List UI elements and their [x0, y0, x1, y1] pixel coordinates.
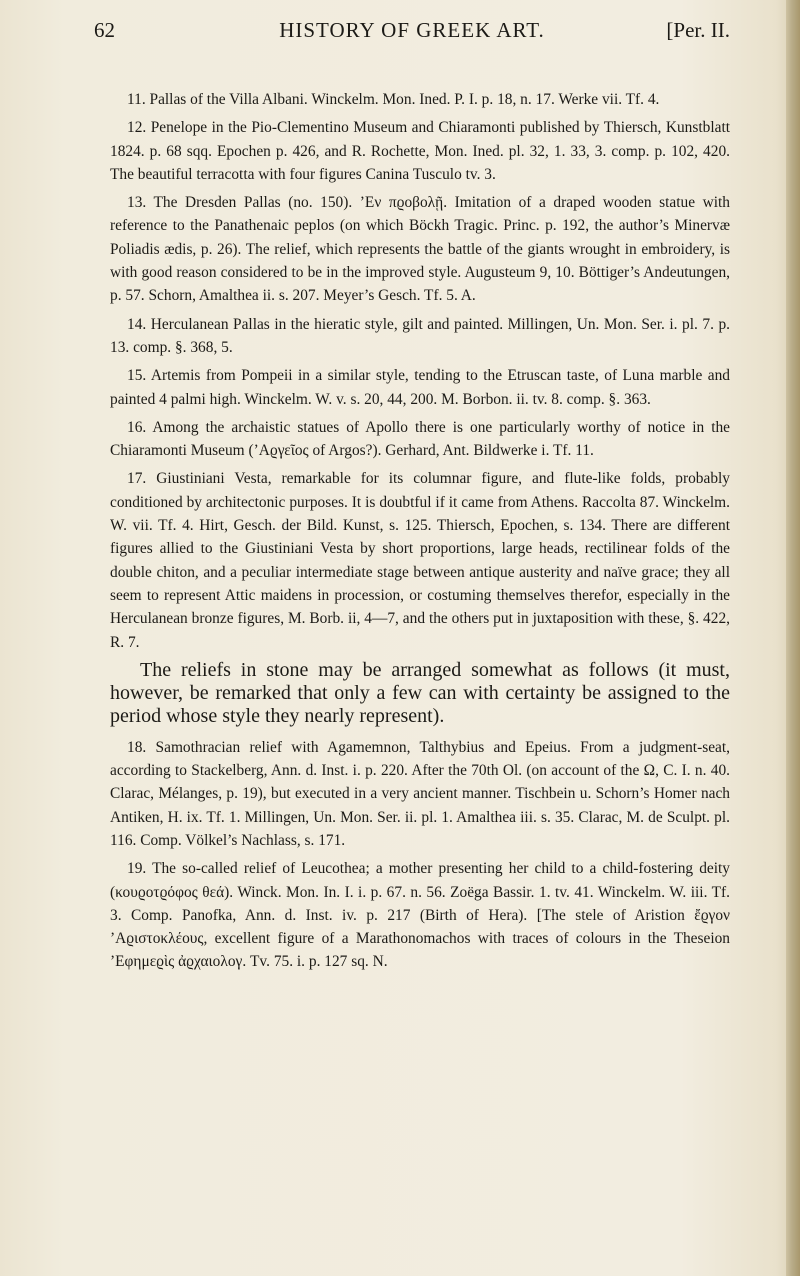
intro-paragraph: The reliefs in stone may be arranged somewhat as follows (it must, however, be remarked that only a few can with certainty be assigned to the period whose style they nearly represent).: [110, 658, 730, 728]
page-edge: [786, 0, 800, 1276]
running-title: HISTORY OF GREEK ART.: [279, 18, 545, 42]
footnote-17: 17. Giustiniani Vesta, remarkable for its columnar figure, and flute-like folds, probably conditioned by architectonic purposes. It is doubtful if it came from Athens. Raccolta 87. Winckelm. W. vii. Tf. 4. Hirt, Gesch. der Bild. Kunst, s. 125. Thiersch, Epochen, s. 134. There are different figures allied to the Giustiniani Vesta by short proportions, large heads, rectilinear folds of the double chiton, and a peculiar intermediate stage between antique austerity and naïve grace; they all seem to represent Attic maidens in procession, or costuming themselves therefor, especially in the Herculanean bronze figures, M. Borb. ii, 4—7, and the others put in juxtaposition with these, §. 422, R. 7.: [110, 470, 730, 651]
footnote-13: 13. The Dresden Pallas (no. 150). ’Εν πϱοβολῇ. Imitation of a draped wooden statue with reference to the Panathenaic peplos (on which Böckh Tragic. Princ. p. 192, the author’s Minervæ Poliadis ædis, p. 26). The relief, which represents the battle of the giants wrought in embroidery, is with good reason considered to be in the improved style. Augusteum 9, 10. Böttiger’s Andeutungen, p. 57. Schorn, Amalthea ii. s. 207. Meyer’s Gesch. Tf. 5. A.: [110, 194, 730, 305]
running-header: [94, 18, 730, 48]
footnote-15: 15. Artemis from Pompeii in a similar style, tending to the Etruscan taste, of Luna marble and painted 4 palmi high. Winckelm. W. v. s. 20, 44, 200. M. Borbon. ii. tv. 8. comp. §. 363.: [110, 367, 730, 408]
footnote-11: 11. Pallas of the Villa Albani. Winckelm. Mon. Ined. P. I. p. 18, n. 17. Werke vii. Tf. 4.: [127, 91, 660, 108]
page-body: [110, 88, 730, 979]
footnote-16: 16. Among the archaistic statues of Apollo there is one particularly worthy of notice in the Chiaramonti Museum (’Αϱγεῖος of Argos?). Gerhard, Ant. Bildwerke i. Tf. 11.: [110, 418, 730, 460]
footnote-14: 14. Herculanean Pallas in the hieratic style, gilt and painted. Millingen, Un. Mon. Ser. i. pl. 7. p. 13. comp. §. 368, 5.: [110, 315, 730, 356]
footnote-12: 12. Penelope in the Pio-Clementino Museum and Chiaramonti published by Thiersch, Kunstblatt 1824. p. 68 sqq. Epochen p. 426, and R. Rochette, Mon. Ined. pl. 32, 1. 33, 3. comp. p. 102, 420. The beautiful terracotta with four figures Canina Tusculo tv. 3.: [110, 119, 730, 183]
footnote-19: 19. The so-called relief of Leucothea; a mother presenting her child to a child-fostering deity (κουϱοτϱόφος θεά). Winck. Mon. In. I. i. p. 67. n. 56. Zoëga Bassir. 1. tv. 41. Winckelm. W. iii. Tf. 3. Comp. Panofka, Ann. d. Inst. iv. p. 217 (Birth of Hera). [The stele of Aristion ἔϱγον ’Αϱιστοκλέους, excellent figure of a Marathonomachos with traces of colours in the Theseion ’Εφημεϱὶς ἀϱχαιολογ. Tv. 75. i. p. 127 sq. N.: [110, 860, 730, 971]
footnote-18: 18. Samothracian relief with Agamemnon, Talthybius and Epeius. From a judgment-seat, according to Stackelberg, Ann. d. Inst. i. p. 220. After the 70th Ol. (on account of the Ω, C. I. n. 40. Clarac, Mélanges, p. 19), but executed in a very ancient manner. Tischbein u. Schorn’s Homer nach Antiken, H. ix. Tf. 1. Millingen, Un. Mon. Ser. ii. pl. 1. Amalthea iii. s. 35. Clarac, M. de Sculpt. pl. 116. Comp. Völkel’s Nachlass, s. 171.: [110, 738, 730, 849]
page-number: 62: [94, 18, 115, 42]
period-label: [Per. II.: [666, 18, 730, 42]
